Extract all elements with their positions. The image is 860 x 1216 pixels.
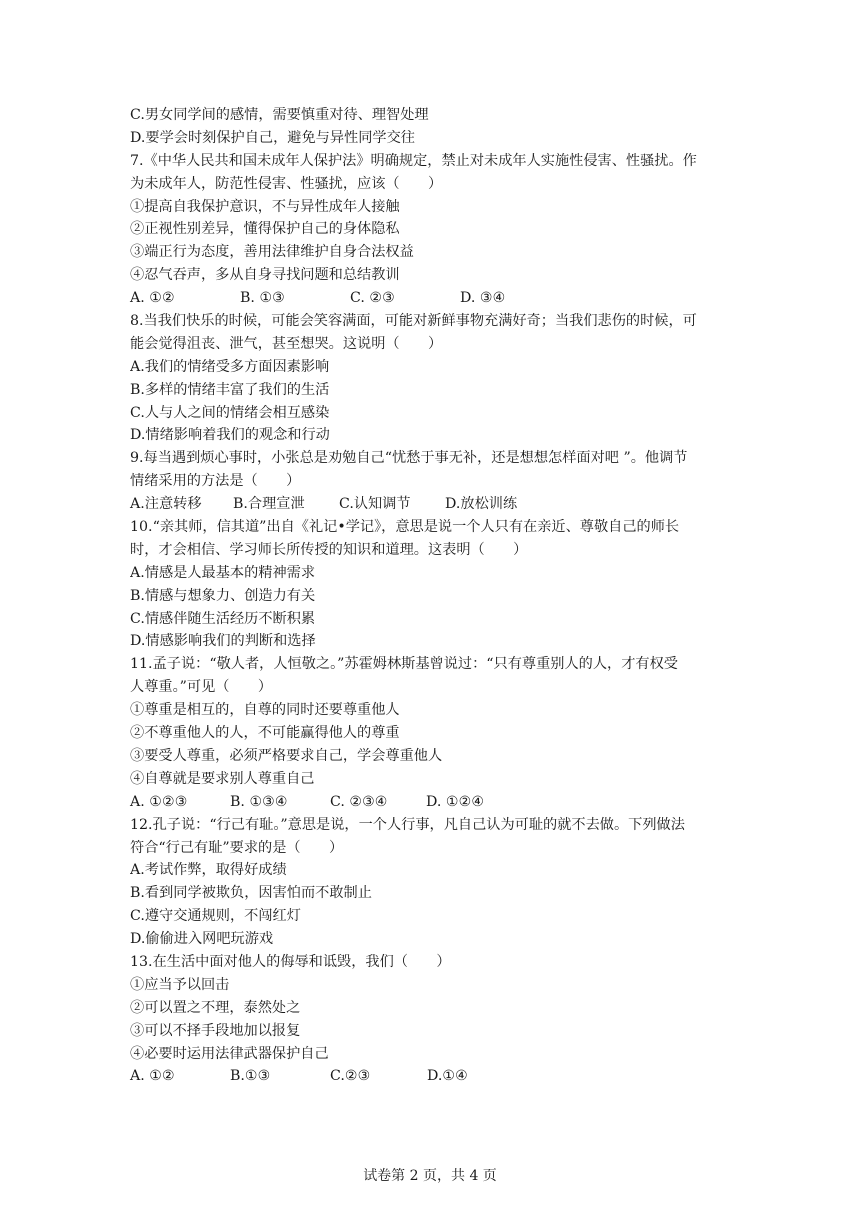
q13-option-b: B.①③	[230, 1068, 271, 1085]
q11-statement-4: ④自尊就是要求别人尊重自己	[130, 770, 315, 787]
q11-option-b: B. ①③④	[230, 793, 288, 810]
q13-options	[130, 1065, 742, 1088]
q11-statement-1: ①尊重是相互的，自尊的同时还要尊重他人	[130, 702, 400, 719]
q13-statement-2: ②可以置之不理，泰然处之	[130, 999, 301, 1016]
q10-stem: 10.“亲其师，信其道”出自《礼记•学记》，意思是说一个人只有在亲近、尊敬自己的师长	[130, 519, 680, 536]
q8-stem: 能会觉得沮丧、泄气，甚至想哭。这说明（ ）	[130, 335, 443, 352]
q10-stem: 时，才会相信、学习师长所传授的知识和道理。这表明（ ）	[130, 541, 528, 558]
q8-stem: 8.当我们快乐的时候，可能会笑容满面，可能对新鲜事物充满好奇；当我们悲伤的时候，可	[130, 313, 697, 330]
q9-option-d: D.放松训练	[445, 496, 518, 513]
q10-option-c: C.情感伴随生活经历不断积累	[130, 610, 316, 627]
q10-option-d: D.情感影响我们的判断和选择	[130, 633, 316, 650]
q8-option-c: C.人与人之间的情绪会相互感染	[130, 404, 330, 421]
q9-option-c: C.认知调节	[339, 496, 411, 513]
q9-options	[130, 493, 742, 516]
q8-option-b: B.多样的情绪丰富了我们的生活	[130, 381, 330, 398]
q7-statement-3: ③端正行为态度，善用法律维护自身合法权益	[130, 244, 414, 261]
q12-option-b: B.看到同学被欺负，因害怕而不敢制止	[130, 885, 372, 902]
q7-stem: 7.《中华人民共和国未成年人保护法》明确规定，禁止对未成年人实施性侵害、性骚扰。作	[130, 152, 697, 169]
q7-statement-4: ④忍气吞声，多从自身寻找问题和总结教训	[130, 267, 400, 284]
q12-stem: 符合“行己有耻”要求的是（ ）	[130, 839, 344, 856]
q7-option-d: D. ③④	[460, 290, 506, 307]
question-content	[130, 104, 742, 1088]
q7-options	[130, 287, 742, 310]
q9-option-a: A.注意转移	[130, 496, 202, 513]
q13-option-d: D.①④	[427, 1068, 468, 1085]
page-footer: 试卷第 2 页，共 4 页	[363, 1168, 497, 1184]
q13-statement-1: ①应当予以回击	[130, 976, 230, 993]
q8-option-a: A.我们的情绪受多方面因素影响	[130, 358, 330, 375]
q11-option-d: D. ①②④	[426, 793, 485, 810]
q7-option-c: C. ②③	[350, 290, 395, 307]
q6-option-c: C.男女同学间的感情，需要慎重对待、理智处理	[130, 107, 429, 123]
q6-option-d: D.要学会时刻保护自己，避免与异性同学交往	[130, 129, 415, 146]
q9-option-b: B.合理宣泄	[233, 496, 305, 513]
q11-statement-3: ③要受人尊重，必须严格要求自己，学会尊重他人	[130, 747, 443, 764]
q11-option-c: C. ②③④	[330, 793, 388, 810]
q7-statement-1: ①提高自我保护意识，不与异性成年人接触	[130, 198, 400, 215]
q10-option-b: B.情感与想象力、创造力有关	[130, 587, 316, 604]
q11-stem: 人尊重。”可见（ ）	[130, 679, 273, 696]
q11-option-a: A. ①②③	[130, 793, 188, 810]
q9-stem: 9.每当遇到烦心事时，小张总是劝勉自己“忧愁于事无补，还是想想怎样面对吧 ”。他调节	[130, 450, 688, 467]
q7-statement-2: ②正视性别差异，懂得保护自己的身体隐私	[130, 221, 400, 238]
q13-option-c: C.②③	[330, 1068, 371, 1085]
q11-statement-2: ②不尊重他人的人，不可能赢得他人的尊重	[130, 725, 400, 742]
q12-stem: 12.孔子说：“行己有耻。”意思是说，一个人行事，凡自己认为可耻的就不去做。下列做法	[130, 816, 685, 833]
q13-option-a: A. ①②	[130, 1068, 175, 1085]
q10-option-a: A.情感是人最基本的精神需求	[130, 564, 316, 581]
q8-option-d: D.情绪影响着我们的观念和行动	[130, 427, 330, 444]
q12-option-c: C.遵守交通规则，不闯红灯	[130, 908, 301, 925]
q13-statement-4: ④必要时运用法律武器保护自己	[130, 1045, 329, 1062]
q11-options	[130, 791, 742, 814]
q7-stem: 为未成年人，防范性侵害、性骚扰，应该（ ）	[130, 175, 443, 192]
q7-option-b: B. ①③	[240, 290, 285, 307]
q7-option-a: A. ①②	[130, 290, 175, 307]
q13-stem: 13.在生活中面对他人的侮辱和诋毁，我们（ ）	[130, 953, 451, 970]
q9-stem: 情绪采用的方法是（ ）	[130, 473, 301, 490]
q12-option-a: A.考试作弊，取得好成绩	[130, 862, 287, 879]
q11-stem: 11.孟子说：“敬人者，人恒敬之。”苏霍姆林斯基曾说过：“只有尊重别人的人，才有权受	[130, 656, 678, 673]
q13-statement-3: ③可以不择手段地加以报复	[130, 1022, 301, 1039]
q12-option-d: D.偷偷进入网吧玩游戏	[130, 931, 274, 948]
